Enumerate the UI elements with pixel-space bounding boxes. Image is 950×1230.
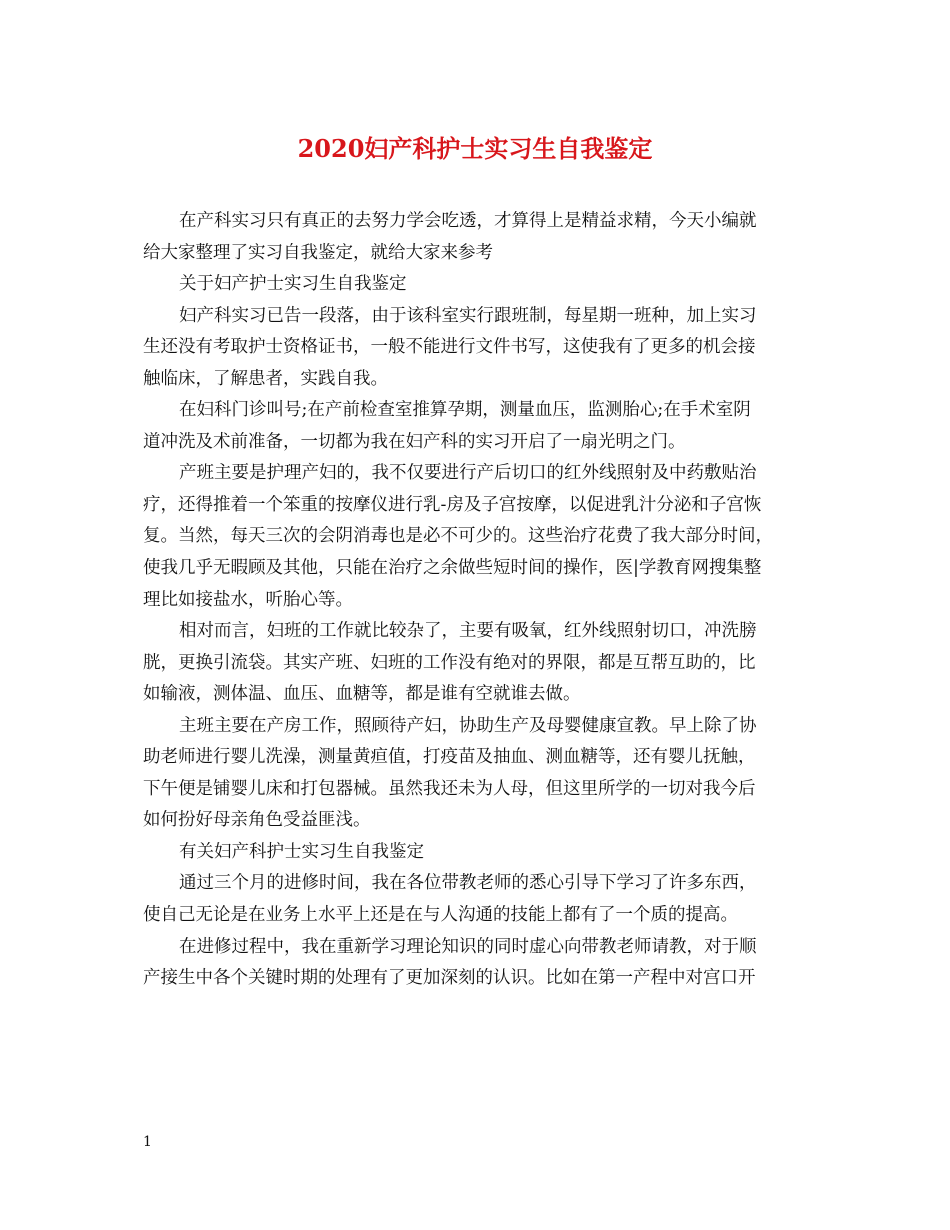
text-line: 产接生中各个关键时期的处理有了更加深刻的认识。比如在第一产程中对宫口开 — [143, 968, 756, 989]
text-line: 有关妇产科护士实习生自我鉴定 — [179, 841, 424, 862]
text-line: 疗，还得推着一个笨重的按摩仪进行乳-房及子宫按摩，以促进乳汁分泌和子宫恢 — [143, 494, 762, 515]
text-line: 关于妇产护士实习生自我鉴定 — [179, 274, 407, 295]
page-number: 1 — [143, 1134, 152, 1150]
text-line: 理比如接盐水，听胎心等。 — [143, 589, 353, 610]
text-line: 胱，更换引流袋。其实产班、妇班的工作没有绝对的界限，都是互帮互助的，比 — [143, 652, 756, 673]
text-line: 相对而言，妇班的工作就比较杂了，主要有吸氧，红外线照射切口，冲洗膀 — [179, 621, 757, 642]
text-line: 在进修过程中，我在重新学习理论知识的同时虚心向带教老师请教，对于顺 — [179, 936, 757, 957]
document-body — [143, 206, 807, 995]
document-title: 2020妇产科护士实习生自我鉴定 — [297, 134, 653, 163]
text-line: 在妇科门诊叫号;在产前检查室推算孕期，测量血压，监测胎心;在手术室阴 — [179, 400, 751, 421]
text-line: 如输液，测体温、血压、血糖等，都是谁有空就谁去做。 — [143, 684, 581, 705]
text-line: 使自己无论是在业务上水平上还是在与人沟通的技能上都有了一个质的提高。 — [143, 905, 738, 926]
text-line: 下午便是铺婴儿床和打包器械。虽然我还未为人母，但这里所学的一切对我今后 — [143, 778, 756, 799]
text-line: 给大家整理了实习自我鉴定，就给大家来参考 — [143, 242, 493, 263]
text-line: 如何扮好母亲角色受益匪浅。 — [143, 810, 371, 831]
text-line: 道冲洗及术前准备，一切都为我在妇产科的实习开启了一扇光明之门。 — [143, 431, 686, 452]
text-line: 触临床，了解患者，实践自我。 — [143, 368, 388, 389]
text-line: 生还没有考取护士资格证书，一般不能进行文件书写，这使我有了更多的机会接 — [143, 337, 756, 358]
text-line: 产班主要是护理产妇的，我不仅要进行产后切口的红外线照射及中药敷贴治 — [179, 463, 757, 484]
text-line: 在产科实习只有真正的去努力学会吃透，才算得上是精益求精，今天小编就 — [179, 211, 757, 231]
text-line: 助老师进行婴儿洗澡，测量黄疸值，打疫苗及抽血、测血糖等，还有婴儿抚触， — [143, 747, 756, 768]
text-line: 主班主要在产房工作，照顾待产妇，协助生产及母婴健康宣教。早上除了协 — [179, 715, 757, 736]
text-line: 通过三个月的进修时间，我在各位带教老师的悉心引导下学习了许多东西， — [179, 873, 757, 894]
text-line: 使我几乎无暇顾及其他，只能在治疗之余做些短时间的操作，医|学教育网搜集整 — [143, 558, 762, 579]
text-line: 妇产科实习已告一段落，由于该科室实行跟班制，每星期一班种，加上实习 — [179, 305, 757, 326]
text-line: 复。当然，每天三次的会阴消毒也是必不可少的。这些治疗花费了我大部分时间， — [143, 526, 773, 547]
